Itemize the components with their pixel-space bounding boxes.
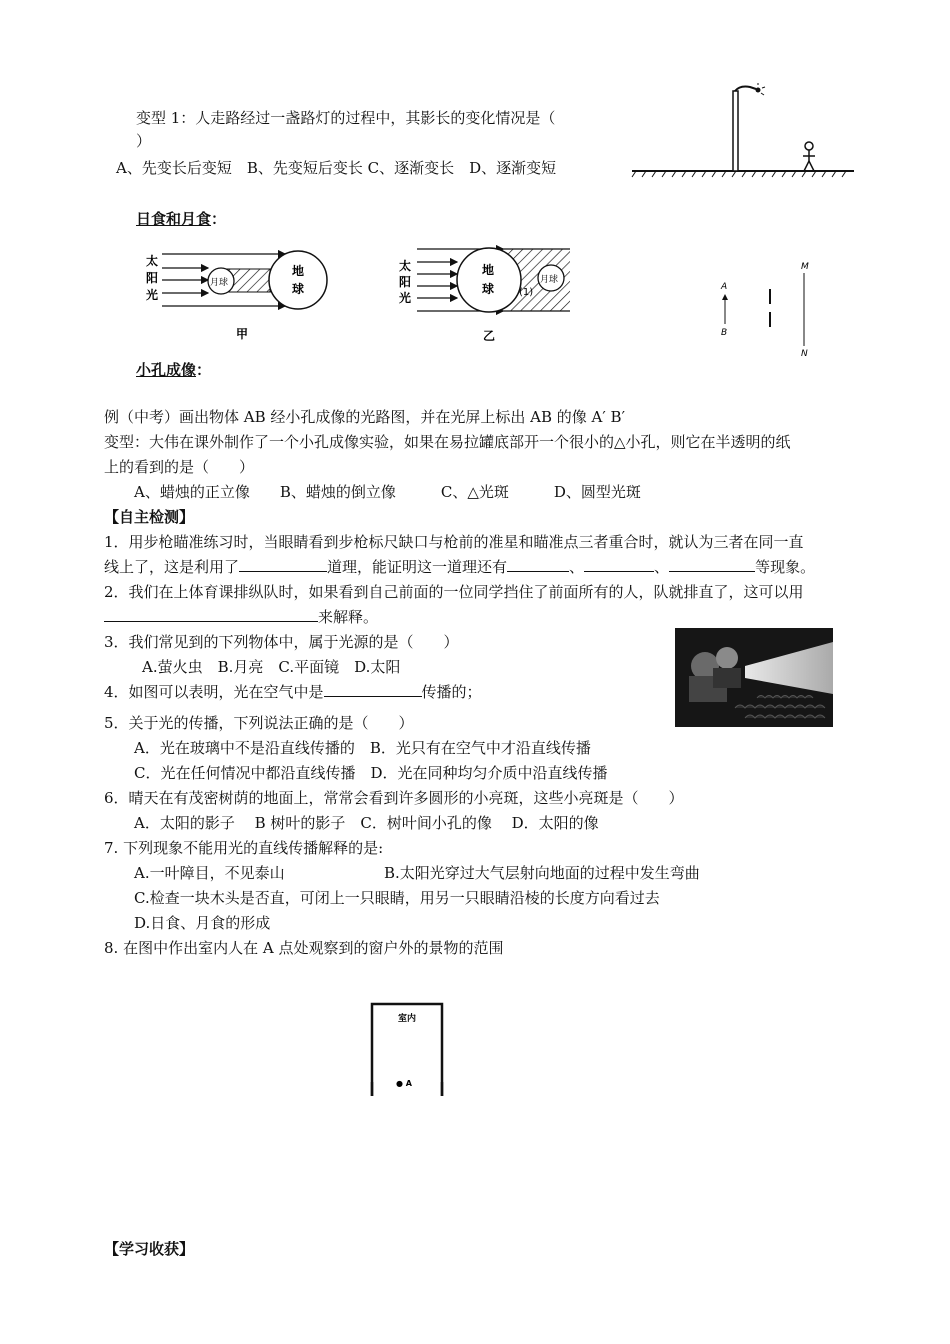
q1-blank-3[interactable] (584, 557, 654, 572)
q1-blank-1[interactable] (239, 557, 327, 572)
q1-line2: 线上了，这是利用了 道理，能证明这一道理还有 、 、 等现象。 (104, 558, 816, 576)
q5-options-ab: A．光在玻璃中不是沿直线传播的 B．光只有在空气中才沿直线传播 (134, 739, 591, 757)
yi-sun-label-3: 光 (399, 291, 412, 305)
pinhole-variant-line1: 变型：大伟在课外制作了一个小孔成像实验，如果在易拉罐底部开一个很小的△小孔，则它在半透明的纸 (104, 433, 791, 451)
point-a-label: ● A (396, 1079, 412, 1088)
pinhole-options: A、蜡烛的正立像 B、蜡烛的倒立像 C、△光斑 D、圆型光斑 (134, 483, 641, 501)
q7-option-a: A.一叶障目，不见泰山 (134, 864, 285, 882)
yi-sun-label-2: 阳 (399, 275, 412, 289)
room-label: 室内 (398, 1014, 417, 1024)
pinhole-label-m: M (801, 262, 809, 272)
pinhole-label-b: B (721, 328, 728, 338)
yi-shadow-mark: (1) (519, 287, 534, 298)
q4-question: 4．如图可以表明，光在空气中是 传播的； (104, 683, 482, 701)
street-lamp-figure (632, 85, 857, 180)
q7-option-b: B.太阳光穿过大气层射向地面的过程中发生弯曲 (384, 864, 700, 882)
self-check-heading: 【自主检测】 (104, 508, 195, 526)
yi-sun-label-1: 太 (399, 259, 412, 273)
eclipse-heading: 日食和月食： (136, 210, 227, 228)
pinhole-heading: 小孔成像： (136, 361, 212, 379)
pinhole-figure (718, 256, 828, 361)
variant1-paren: ） (136, 132, 152, 150)
q6-options: A．太阳的影子 B 树叶的影子 C．树叶间小孔的像 D．太阳的像 (134, 814, 599, 832)
q7-question: 7. 下列现象不能用光的直线传播解释的是: (104, 839, 384, 857)
jia-moon-label: 月球 (210, 278, 229, 288)
q6-question: 6．晴天在有茂密树荫的地面上，常常会看到许多圆形的小亮斑，这些小亮斑是（ ） (104, 789, 684, 807)
variant1-options: A、先变长后变短 B、先变短后变长 C、逐渐变长 D、逐渐变短 (116, 159, 557, 177)
q1-line1: 1．用步枪瞄准练习时，当眼睛看到步枪标尺缺口与枪前的准星和瞄准点三者重合时，就认为三者在同一直 (104, 533, 804, 551)
variant1-question: 变型 1：人走路经过一盏路灯的过程中，其影长的变化情况是（ (136, 109, 556, 127)
q3-question: 3．我们常见到的下列物体中，属于光源的是（ ） (104, 633, 459, 651)
q2-line1: 2．我们在上体育课排纵队时，如果看到自己前面的一位同学挡住了前面所有的人，队就排直了，这可以用 (104, 583, 804, 601)
pinhole-label-n: N (801, 349, 808, 359)
q8-question: 8. 在图中作出室内人在 A 点处观察到的窗户外的景物的范围 (104, 939, 504, 957)
q2-line2: 来解释。 (104, 607, 378, 627)
jia-caption: 甲 (236, 327, 249, 341)
q2-blank[interactable] (104, 607, 318, 622)
q1-blank-2[interactable] (507, 557, 569, 572)
jia-sun-label-3: 光 (146, 288, 159, 302)
pinhole-variant-line2: 上的看到的是（ ） (104, 458, 255, 476)
jia-sun-label-1: 太 (146, 254, 159, 268)
q7-option-d: D.日食、月食的形成 (134, 914, 271, 932)
yi-caption: 乙 (483, 329, 496, 343)
room-window-diagram (368, 1000, 448, 1100)
jia-earth-label-2: 球 (292, 282, 305, 296)
q3-options: A.萤火虫 B.月亮 C.平面镜 D.太阳 (142, 658, 401, 676)
harvest-heading: 【学习收获】 (104, 1240, 195, 1258)
solar-eclipse-diagram (140, 240, 340, 345)
jia-earth-label-1: 地 (292, 264, 305, 278)
jia-sun-label-2: 阳 (146, 271, 159, 285)
q5-options-cd: C．光在任何情况中都沿直线传播 D．光在同种均匀介质中沿直线传播 (134, 764, 608, 782)
lunar-eclipse-diagram (395, 238, 595, 348)
yi-earth-label-2: 球 (482, 282, 495, 296)
pinhole-example: 例（中考）画出物体 AB 经小孔成像的光路图，并在光屏上标出 AB 的像 A′ B′ (104, 408, 625, 426)
yi-earth-label-1: 地 (482, 263, 495, 277)
q5-question: 5．关于光的传播，下列说法正确的是（ ） (104, 714, 414, 732)
q4-blank[interactable] (324, 682, 422, 697)
pinhole-label-a: A (721, 282, 728, 292)
yi-moon-label: 月球 (540, 275, 559, 285)
q1-blank-4[interactable] (669, 557, 755, 572)
q7-option-c: C.检查一块木头是否直，可闭上一只眼睛，用另一只眼睛沿棱的长度方向看过去 (134, 889, 660, 907)
cinema-projector-photo (675, 628, 833, 727)
